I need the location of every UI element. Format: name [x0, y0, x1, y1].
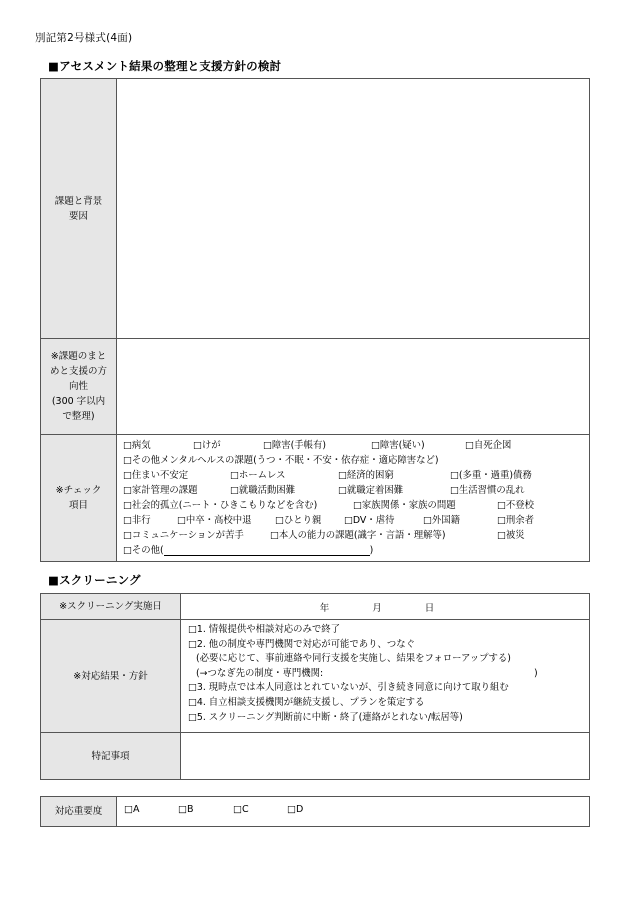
result-option-2-referral	[188, 667, 589, 682]
section-title-assessment: ■アセスメント結果の整理と支援方針の検討	[48, 59, 282, 73]
priority-label: 対応重要度	[41, 797, 117, 827]
check-disability-certified[interactable]: □障害(手帳有)	[263, 440, 327, 451]
summary-label-line: めと支援の方	[49, 366, 107, 377]
result-options	[181, 620, 590, 733]
check-debt[interactable]: □(多重・過重)債務	[450, 470, 532, 481]
check-other-label: □その他(	[123, 545, 164, 556]
check-household-finance[interactable]: □家計管理の課題	[123, 485, 198, 496]
check-foreign-national[interactable]: □外国籍	[423, 515, 460, 526]
result-option-2[interactable]: □2. 他の制度や専門機関で対応が可能であり、つなぐ	[188, 638, 416, 650]
summary-field[interactable]	[117, 339, 590, 435]
form-id: 別記第2号様式(4面)	[35, 32, 133, 44]
check-family-issues[interactable]: □家族関係・家族の問題	[353, 500, 456, 511]
check-school-refusal[interactable]: □不登校	[497, 500, 534, 511]
result-option-3[interactable]: □3. 現時点では本人同意はとれていないが、引き続き同意に向けて取り組む	[188, 682, 509, 694]
check-delinquency[interactable]: □非行	[123, 515, 151, 526]
checklist-label-line: ※チェック	[55, 485, 102, 496]
screening-date-label: ※スクリーニング実施日	[41, 594, 181, 620]
priority-d[interactable]: □D	[287, 804, 304, 815]
check-communication-difficulty[interactable]: □コミュニケーションが苦手	[123, 530, 244, 541]
check-financial-hardship[interactable]: □経済的困窮	[338, 470, 394, 481]
result-option-2-note: (必要に応じて、事前連絡や同行支援を実施し、結果をフォローアップする)	[196, 653, 511, 665]
referral-close: )	[534, 667, 538, 679]
check-ex-offender[interactable]: □刑余者	[497, 515, 534, 526]
summary-label-line: ※課題のまと	[50, 351, 107, 362]
check-dv-abuse[interactable]: □DV・虐待	[344, 515, 395, 526]
check-other-mental-health[interactable]: □その他メンタルヘルスの課題(うつ・不眠・不安・依存症・適応障害など)	[123, 455, 439, 466]
check-suicide-attempt[interactable]: □自死企図	[465, 440, 512, 451]
summary-label-line: (300 字以内	[51, 396, 106, 407]
issues-label-line: 課題と背景	[54, 195, 103, 207]
checklist-label	[41, 435, 117, 562]
result-option-5[interactable]: □5. スクリーニング判断前に中断・終了(連絡がとれない/転居等)	[188, 711, 463, 723]
check-ability-issues[interactable]: □本人の能力の課題(識字・言語・理解等)	[270, 530, 446, 541]
check-job-retention-difficulty[interactable]: □就職定着困難	[338, 485, 404, 496]
check-job-search-difficulty[interactable]: □就職活動困難	[230, 485, 296, 496]
date-month: 月	[372, 602, 382, 614]
check-other-close: )	[369, 545, 374, 556]
result-option-1[interactable]: □1. 情報提供や相談対応のみで終了	[188, 624, 341, 635]
section-title-screening: ■スクリーニング	[48, 573, 141, 587]
priority-c[interactable]: □C	[233, 804, 249, 815]
check-dropout[interactable]: □中卒・高校中退	[177, 515, 252, 526]
checklist	[117, 435, 589, 560]
priority-options	[117, 797, 590, 827]
notes-label: 特記事項	[41, 733, 181, 780]
summary-label-line: で整理)	[62, 411, 95, 422]
summary-label-line: 向性	[68, 381, 88, 392]
issues-label-line: 要因	[68, 210, 88, 222]
check-disaster-victim[interactable]: □被災	[497, 530, 525, 541]
priority-table	[40, 796, 590, 827]
check-lifestyle-disorder[interactable]: □生活習慣の乱れ	[450, 485, 525, 496]
check-homeless[interactable]: □ホームレス	[230, 470, 286, 481]
checklist-cell	[117, 435, 590, 562]
check-illness[interactable]: □病気	[123, 440, 151, 451]
check-other[interactable]	[123, 542, 373, 556]
summary-label	[41, 339, 117, 435]
check-injury[interactable]: □けが	[193, 440, 221, 451]
date-year: 年	[319, 602, 330, 614]
screening-table	[40, 593, 590, 780]
check-single-parent[interactable]: □ひとり親	[275, 515, 322, 526]
result-option-4[interactable]: □4. 自立相談支援機関が継続支援し、プランを策定する	[188, 696, 425, 708]
check-social-isolation[interactable]: □社会的孤立(ニート・ひきこもりなどを含む)	[123, 500, 318, 511]
checklist-label-line: 項目	[68, 500, 88, 511]
priority-b[interactable]: □B	[178, 804, 194, 815]
assessment-table	[40, 78, 590, 562]
check-other-blank[interactable]	[164, 545, 370, 556]
check-housing-unstable[interactable]: □住まい不安定	[123, 470, 189, 481]
result-label: ※対応結果・方針	[41, 620, 181, 733]
notes-field[interactable]	[181, 733, 590, 780]
date-day: 日	[424, 602, 435, 614]
check-disability-suspected[interactable]: □障害(疑い)	[371, 440, 425, 451]
priority-a[interactable]: □A	[124, 804, 140, 815]
issues-label	[41, 79, 117, 339]
screening-date-field[interactable]	[181, 594, 590, 620]
issues-field[interactable]	[117, 79, 590, 339]
referral-label: (→つなぎ先の制度・専門機関:	[196, 667, 324, 679]
